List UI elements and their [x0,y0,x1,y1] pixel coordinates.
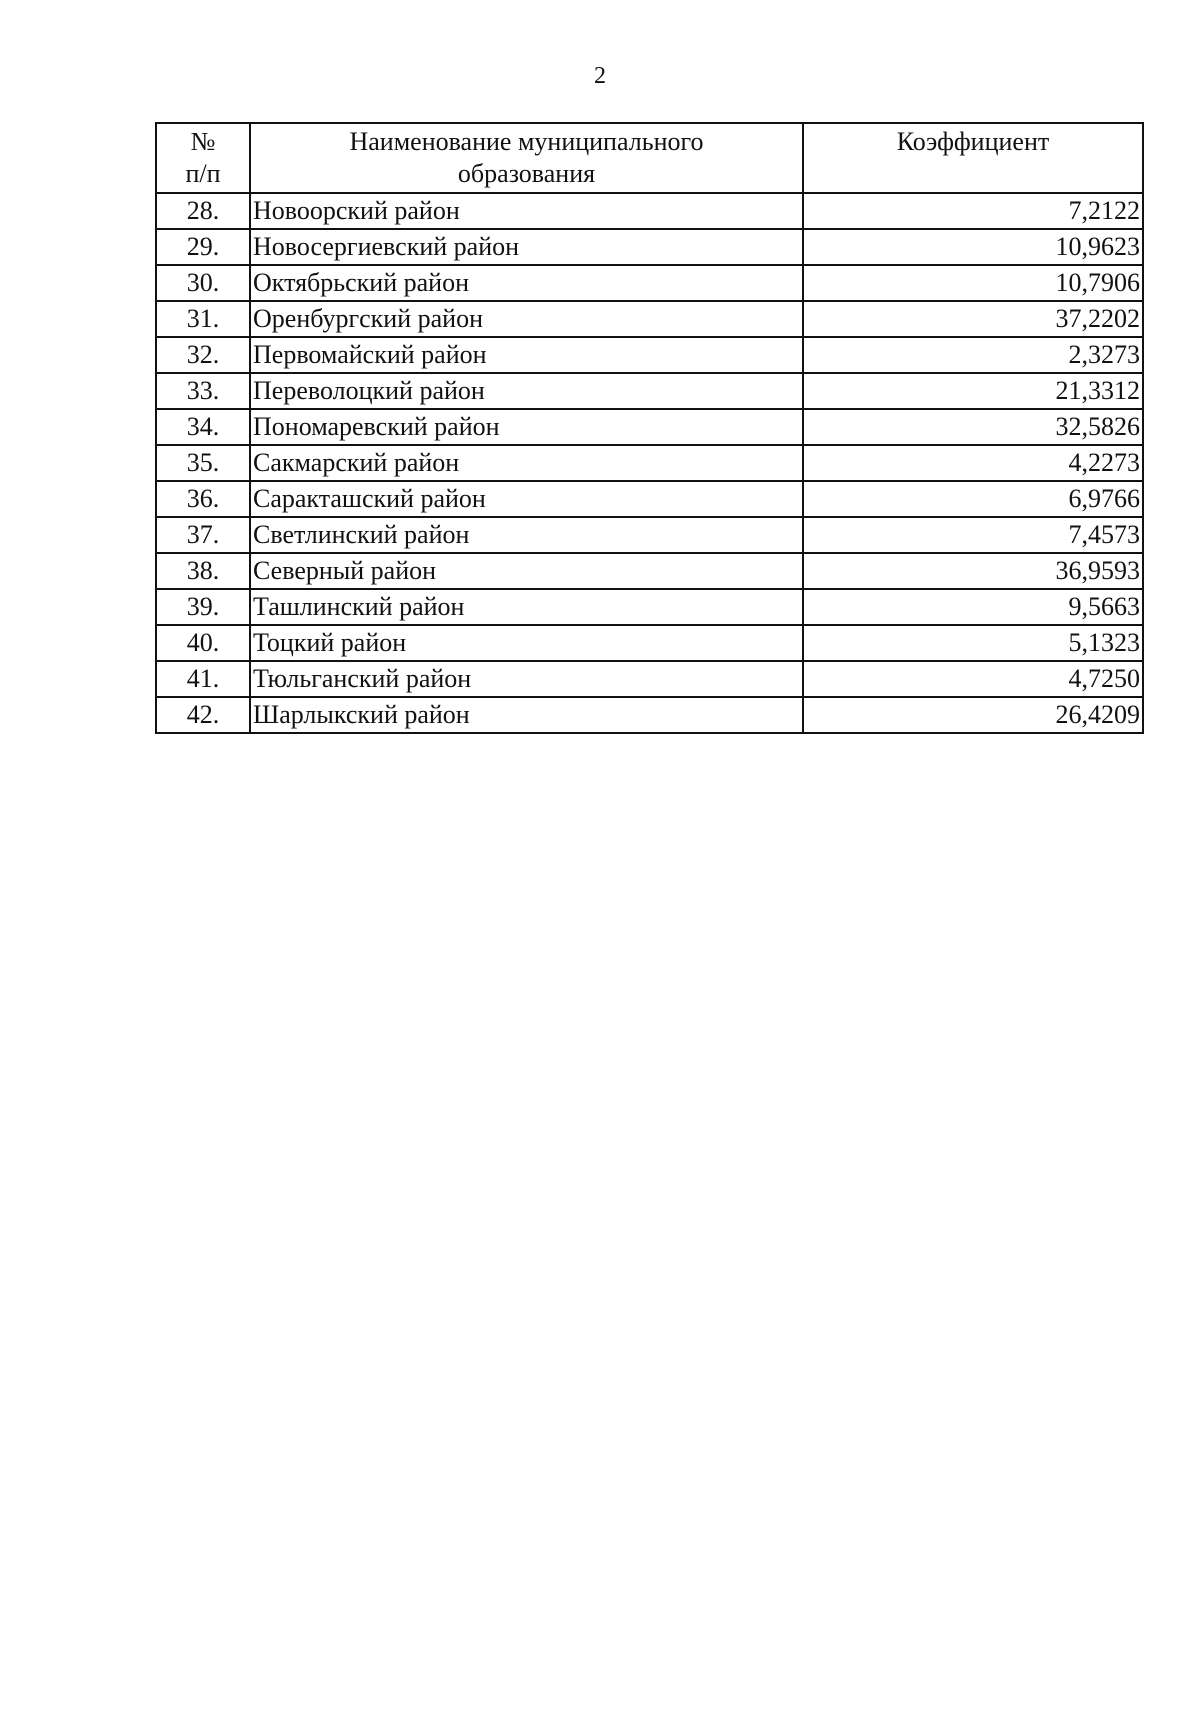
row-coefficient: 7,2122 [803,193,1143,229]
table-row [156,301,1143,337]
row-coefficient: 4,7250 [803,661,1143,697]
row-number: 36. [156,481,250,517]
row-coefficient: 9,5663 [803,589,1143,625]
row-number: 42. [156,697,250,733]
table-row [156,229,1143,265]
row-name: Новоорский район [250,193,803,229]
row-coefficient: 2,3273 [803,337,1143,373]
row-coefficient: 32,5826 [803,409,1143,445]
header-row [156,123,1143,193]
row-number: 34. [156,409,250,445]
row-coefficient: 10,7906 [803,265,1143,301]
row-number: 30. [156,265,250,301]
row-coefficient: 5,1323 [803,625,1143,661]
row-name: Октябрьский район [250,265,803,301]
row-name: Тоцкий район [250,625,803,661]
row-name: Тюльганский район [250,661,803,697]
row-name: Ташлинский район [250,589,803,625]
table-row [156,589,1143,625]
table-header [156,123,1143,193]
row-coefficient: 4,2273 [803,445,1143,481]
table-row [156,337,1143,373]
table-row [156,697,1143,733]
row-number: 37. [156,517,250,553]
table-row [156,193,1143,229]
row-coefficient: 26,4209 [803,697,1143,733]
header-name [250,123,803,193]
row-number: 38. [156,553,250,589]
row-coefficient: 10,9623 [803,229,1143,265]
row-number: 29. [156,229,250,265]
row-number: 28. [156,193,250,229]
table-row [156,625,1143,661]
header-number [156,123,250,193]
row-number: 39. [156,589,250,625]
row-name: Саракташский район [250,481,803,517]
header-name-line1: Наименование муниципального [349,127,704,156]
coefficients-table [155,122,1144,734]
table-row [156,517,1143,553]
table-row [156,409,1143,445]
row-name: Новосергиевский район [250,229,803,265]
row-number: 40. [156,625,250,661]
row-coefficient: 36,9593 [803,553,1143,589]
table-row [156,481,1143,517]
row-name: Сакмарский район [250,445,803,481]
row-coefficient: 21,3312 [803,373,1143,409]
header-name-line2: образования [457,159,596,188]
header-coefficient: Коэффициент [803,123,1143,193]
row-number: 33. [156,373,250,409]
row-name: Переволоцкий район [250,373,803,409]
header-number-line2: п/п [185,159,221,188]
table-body [156,193,1143,733]
table-row [156,553,1143,589]
table-row [156,373,1143,409]
table-row [156,661,1143,697]
row-name: Оренбургский район [250,301,803,337]
row-name: Шарлыкский район [250,697,803,733]
row-number: 31. [156,301,250,337]
row-coefficient: 37,2202 [803,301,1143,337]
header-number-line1: № [190,127,216,156]
row-name: Северный район [250,553,803,589]
row-name: Пономаревский район [250,409,803,445]
row-number: 35. [156,445,250,481]
row-number: 32. [156,337,250,373]
table-row [156,265,1143,301]
row-name: Первомайский район [250,337,803,373]
page-number: 2 [594,63,606,89]
row-number: 41. [156,661,250,697]
row-coefficient: 6,9766 [803,481,1143,517]
row-coefficient: 7,4573 [803,517,1143,553]
row-name: Светлинский район [250,517,803,553]
table-row [156,445,1143,481]
